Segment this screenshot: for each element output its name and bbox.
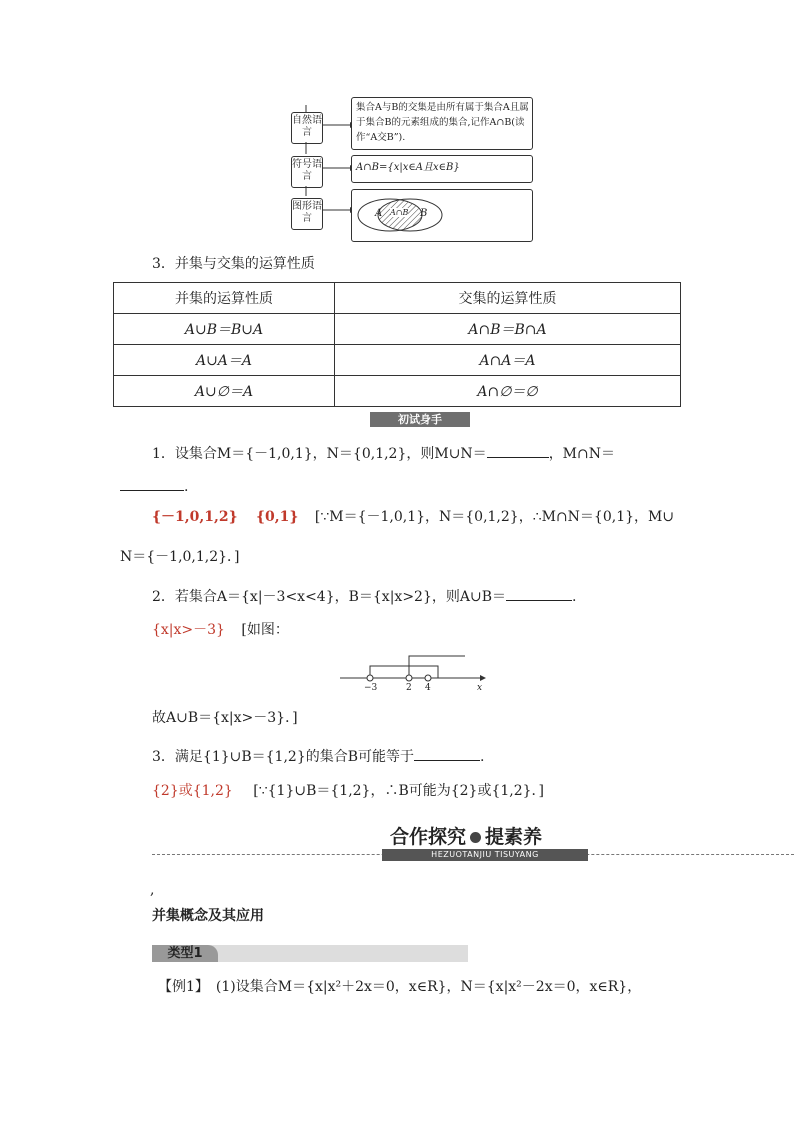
q1-answer-line [152,507,674,527]
table-cell: A∪B＝B∪A [114,314,335,345]
answer-blank [414,746,480,761]
q2-text: 2．若集合A＝{x|－3<x<4}，B＝{x|x>2}，则A∪B＝ [152,589,506,605]
operation-properties-table [113,282,681,407]
question-1 [152,443,615,464]
natural-line-3: 作“A交B”). [356,132,406,143]
graph-language-box [351,189,533,242]
label-symbol-language: 符号语言 [291,156,323,188]
q1-explanation-2: N＝{－1,0,1,2}．] [120,549,240,565]
banner-title-1: 合作探究 [390,826,467,848]
q1-end: . [184,479,189,495]
answer-blank [120,476,184,491]
q3-explanation: [∵{1}∪B＝{1,2}，∴B可能为{2}或{1,2}．] [253,783,545,799]
q3-answer-line [152,781,544,801]
q2-explanation-end: 故A∪B＝{x|x>－3}．] [152,710,298,726]
table-cell: A∪A＝A [114,345,335,376]
answer-blank [487,443,549,458]
table-row [114,376,681,407]
natural-language-box [351,97,533,150]
banner-title [390,824,542,850]
symbol-text: A∩B={x|x∈A且x∈B} [356,162,460,173]
tick-label: 2 [406,683,412,693]
example-1: 【例1】 (1)设集合M＝{x|x²＋2x＝0，x∈R}，N＝{x|x²－2x＝0，x∈R}， [158,979,642,995]
symbol-language-box [351,155,533,183]
q2-answer-line [152,620,289,640]
stray-mark: , [150,882,155,898]
label-natural-language: 自然语言 [291,112,323,144]
q1-explanation-1: [∵M＝{－1,0,1}，N＝{0,1,2}，∴M∩N＝{0,1}，M∪ [314,509,675,525]
q1-answer-1: {－1,0,1,2} [152,509,238,525]
table-header: 交集的运算性质 [335,283,681,314]
bullet-icon [470,832,481,843]
q2-explanation-start: [如图： [241,622,289,638]
table-cell: A∩∅＝∅ [335,376,681,407]
banner-title-2: 提素养 [485,826,543,848]
q1-answer-2: {0,1} [256,509,299,525]
natural-line-2: 于集合B的元素组成的集合,记作A∩B(读 [356,117,525,128]
answer-blank [506,586,572,601]
table-cell: A∪∅＝A [114,376,335,407]
q3-answer: {2}或{1,2} [152,783,233,799]
table-header-row [114,283,681,314]
q3-text: 3．满足{1}∪B＝{1,2}的集合B可能等于 [152,749,415,765]
venn-label-b: B [420,208,428,219]
venn-label-a: A [375,208,383,219]
natural-line-1: 集合A与B的交集是由所有属于集合A且属 [356,102,529,113]
q1-text: 1．设集合M＝{－1,0,1}，N＝{0,1,2}，则M∪N＝ [152,446,487,462]
axis-variable: x [477,683,483,693]
table-cell: A∩A＝A [335,345,681,376]
table-cell: A∩B＝B∩A [335,314,681,345]
section-3-heading: 3．并集与交集的运算性质 [152,256,315,272]
question-3 [152,746,484,767]
tick-label: 4 [425,683,431,693]
trial-banner: 初试身手 [370,412,470,427]
q2-end: . [572,589,577,605]
banner-pinyin: HEZUOTANJIU TISUYANG [382,849,588,861]
number-line-graphic [340,650,490,695]
table-row [114,345,681,376]
q2-answer: {x|x>－3} [152,622,225,638]
venn-label-overlap: A∩B [390,208,409,217]
topic-heading: 并集概念及其应用 [152,908,264,924]
table-row [114,314,681,345]
question-2 [152,586,576,607]
label-graph-language: 图形语言 [291,198,323,230]
q1-mid: ，M∩N＝ [548,446,616,462]
q3-end: . [480,749,485,765]
question-1-cont [120,476,188,497]
table-header: 并集的运算性质 [114,283,335,314]
tick-label: −3 [364,683,378,693]
type-label: 类型1 [152,945,218,962]
